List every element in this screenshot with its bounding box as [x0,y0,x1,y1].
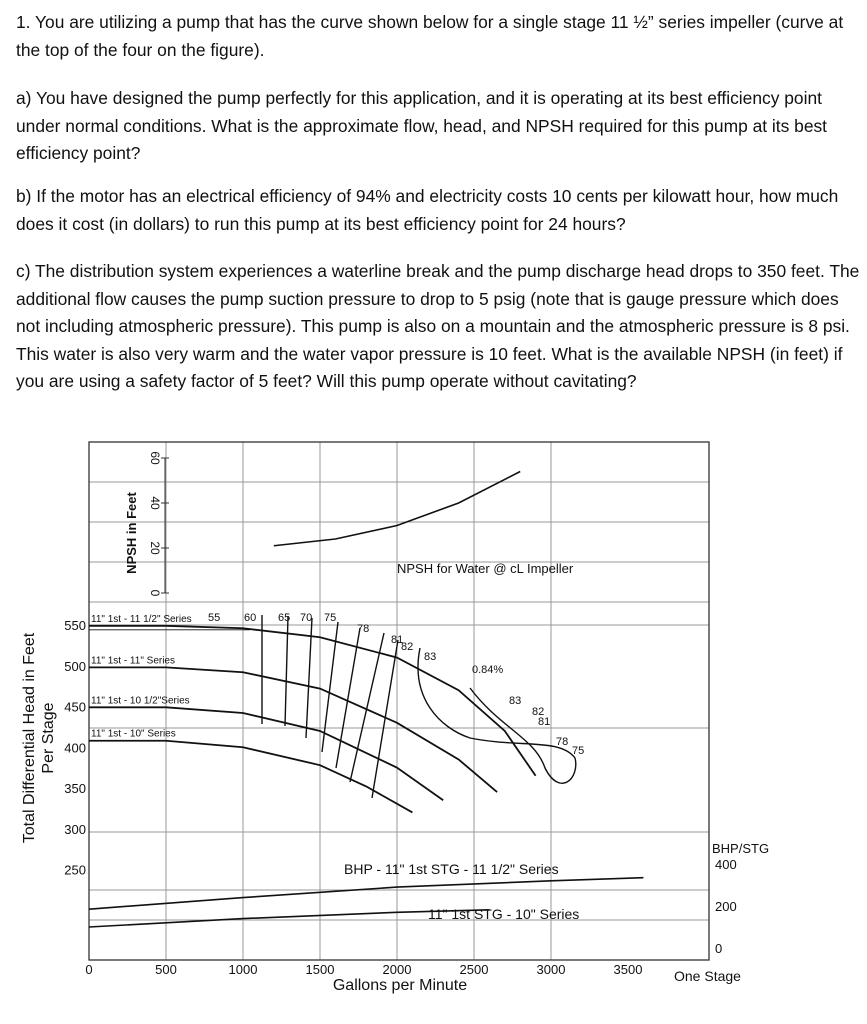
head-curve-label: 11" 1st - 10" Series [91,728,176,740]
x-tick-label: 2500 [459,962,489,977]
head-tick-label: 250 [64,862,86,878]
efficiency-label: 82 [532,706,545,718]
x-tick-label: 1000 [228,962,258,977]
x-tick-label: 500 [155,962,177,977]
bhp-tick-label: 200 [715,899,737,914]
efficiency-label: 75 [324,612,337,624]
head-tick-label: 500 [64,658,86,674]
x-tick-label: 1500 [305,962,335,977]
y-axis-label-line2: Per Stage [40,702,57,774]
efficiency-label: 81 [391,634,404,646]
head-tick-label: 400 [64,740,86,756]
npsh-tick-label: 40 [148,496,162,510]
y-axis-label: Total Differential Head in Feet [21,632,38,844]
head-tick-label: 300 [64,821,86,837]
x-tick-label: 3500 [613,962,643,977]
npsh-tick-label: 20 [148,541,162,555]
bhp-curve-label: BHP - 11" 1st STG - 11 1/2" Series [344,861,559,877]
npsh-tick-label: 60 [148,451,162,465]
question-intro: 1. You are utilizing a pump that has the curve shown below for a single stage 11 ½” series impeller (curve at the top of the four on the figure). [16,12,844,60]
bhp-curve-0 [89,878,643,910]
efficiency-label: 60 [244,612,257,624]
efficiency-line-3 [322,622,338,752]
efficiency-label: 0.84% [472,664,504,676]
efficiency-label: 55 [208,612,221,624]
npsh-axis-label: NPSH in Feet [124,492,139,574]
secondary-note: One Stage [674,968,741,984]
bhp-curve-label: 11" 1st STG - 10" Series [428,906,580,922]
efficiency-label: 82 [401,641,414,653]
efficiency-label: 83 [424,651,437,663]
question-part-a: a) You have designed the pump perfectly for this application, and it is operating at its best efficiency point under normal conditions. What is the approximate flow, head, and NPSH required for this pump at its best efficiency point? [16,88,828,164]
efficiency-label: 75 [572,745,585,757]
x-tick-label: 2000 [382,962,412,977]
x-tick-label: 0 [85,962,93,977]
npsh-tick-label: 0 [148,589,162,597]
head-curve-label: 11" 1st - 10 1/2"Series [91,695,190,707]
head-tick-label: 450 [64,699,86,715]
bhp-tick-label: 400 [715,857,737,872]
question-part-b: b) If the motor has an electrical efficiency of 94% and electricity costs 10 cents per kilowatt hour, how much does it cost (in dollars) to run this pump at its best efficiency point for 24 hours? [16,186,839,234]
bhp-tick-label: 0 [715,941,723,956]
efficiency-label: 78 [556,736,569,748]
head-curve-label: 11" 1st - 11 1/2" Series [91,613,192,625]
x-axis-label: Gallons per Minute [332,977,468,994]
head-curve-2 [89,707,443,800]
pump-curve-chart [0,438,867,1024]
question-part-c: c) The distribution system experiences a waterline break and the pump discharge head drops to 350 feet. The additional flow causes the pump suction pressure to drop to 5 psig (note that is gauge pressure which does not including atmospheric pressure). This pump is also on a mountain and the atmospheric pressure is 8 psi. This water is also very warm and the water vapor pressure is 10 feet. What is the available NPSH (in feet) if you are using a safety factor of 5 feet? Will this pump operate without cavitating? [16,261,860,392]
x-tick-label: 3000 [536,962,566,977]
efficiency-line-6 [372,640,398,798]
head-tick-label: 550 [64,618,86,633]
bhp-axis-label: BHP/STG [712,841,770,856]
efficiency-label: 78 [357,623,370,635]
efficiency-label: 65 [278,612,291,624]
head-curve-label: 11" 1st - 11" Series [91,655,175,667]
npsh-curve-label: NPSH for Water @ cL Impeller [397,561,574,576]
efficiency-label: 70 [300,612,313,624]
efficiency-label: 81 [538,716,551,728]
head-tick-label: 350 [64,781,86,796]
efficiency-label: 83 [509,695,522,707]
